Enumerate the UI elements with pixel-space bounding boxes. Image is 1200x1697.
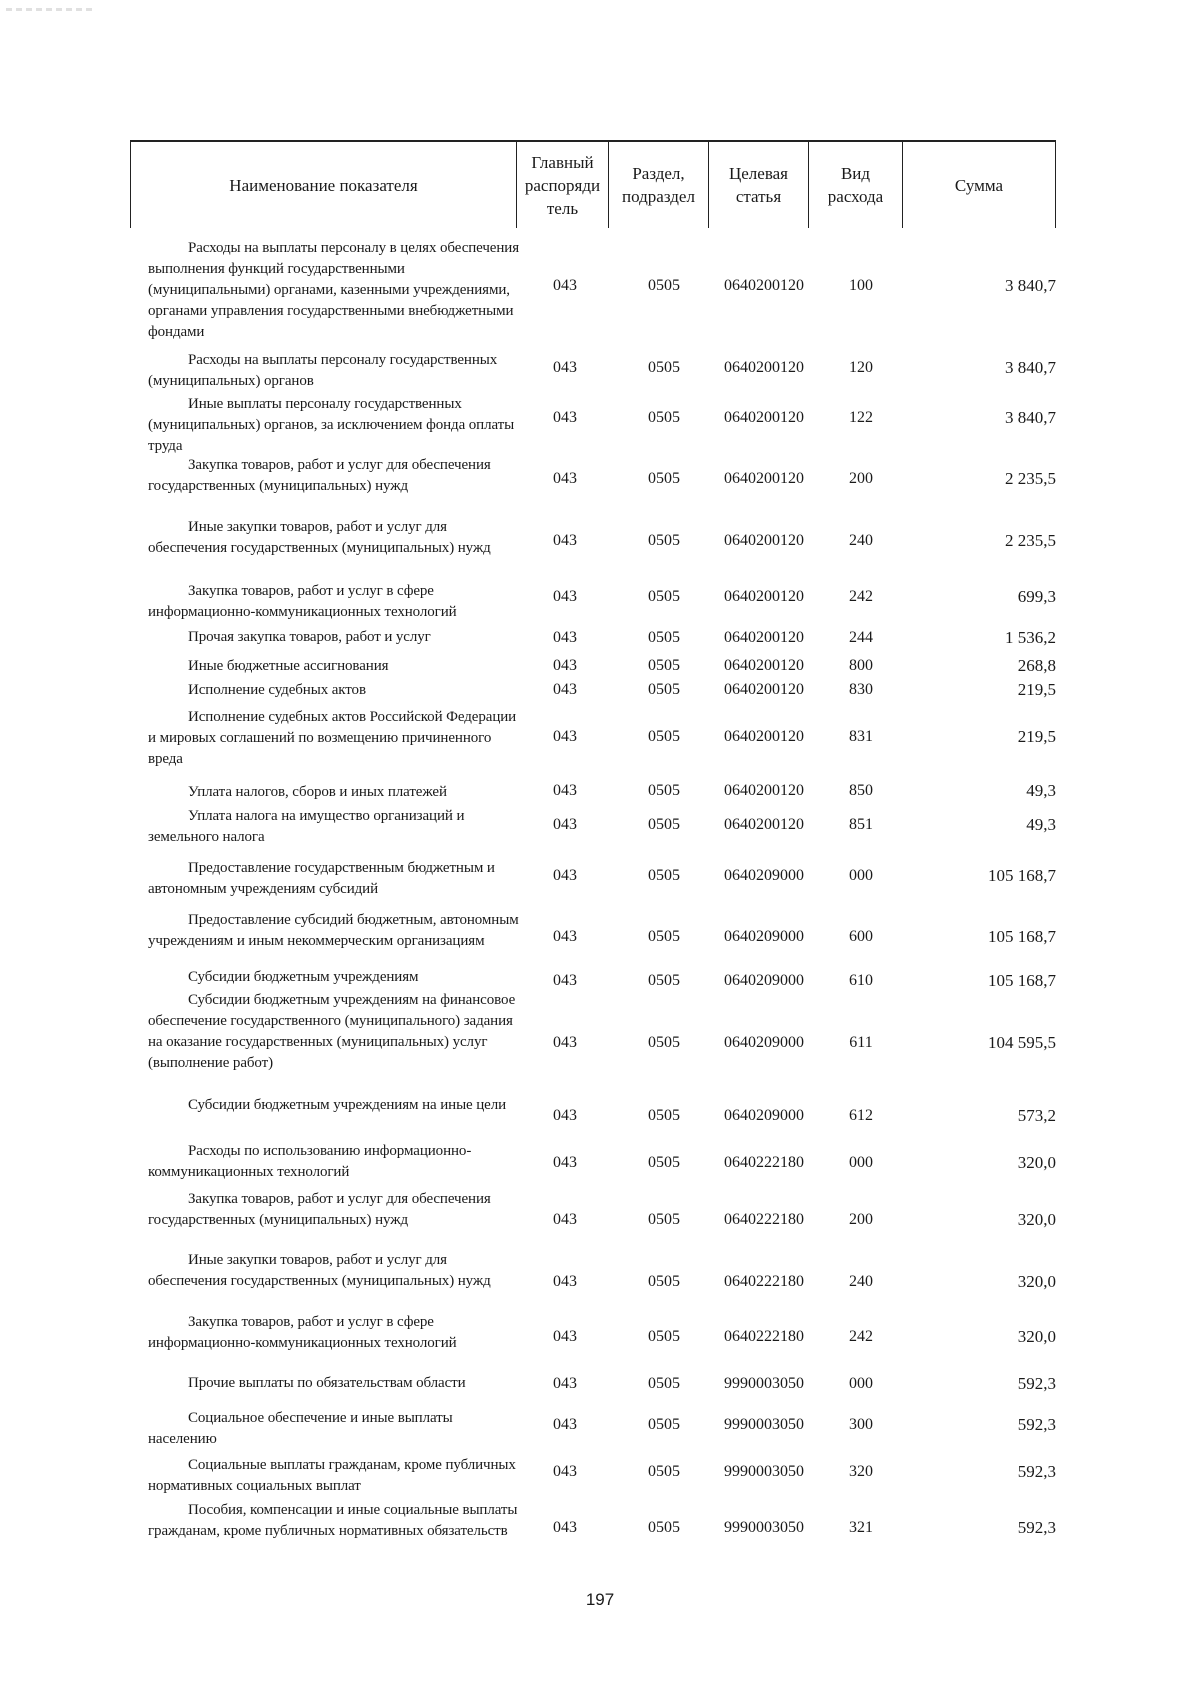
row-glav: 043 — [553, 657, 577, 674]
row-summa: 3 840,7 — [1005, 358, 1056, 377]
row-summa: 49,3 — [1026, 815, 1056, 834]
row-vid: 240 — [849, 1273, 873, 1290]
row-glav: 043 — [553, 629, 577, 646]
header-vid: Вид расхода — [808, 142, 902, 228]
row-razdel: 0505 — [648, 629, 680, 646]
row-celevaya: 0640200120 — [724, 409, 804, 426]
row-vid: 100 — [849, 277, 873, 294]
row-name: Прочие выплаты по обязательствам области — [188, 1375, 466, 1391]
row-vid: 851 — [849, 816, 873, 833]
row-name: Закупка товаров, работ и услуг для обеспечения государственных (муниципальных) нужд — [148, 1191, 491, 1228]
row-vid: 200 — [849, 470, 873, 487]
row-celevaya: 0640200120 — [724, 657, 804, 674]
row-razdel: 0505 — [648, 816, 680, 833]
row-vid: 320 — [849, 1463, 873, 1480]
row-vid: 830 — [849, 681, 873, 698]
row-celevaya: 0640209000 — [724, 972, 804, 989]
row-razdel: 0505 — [648, 681, 680, 698]
row-vid: 120 — [849, 359, 873, 376]
row-razdel: 0505 — [648, 470, 680, 487]
row-razdel: 0505 — [648, 1375, 680, 1392]
row-vid: 242 — [849, 1328, 873, 1345]
row-vid: 321 — [849, 1519, 873, 1536]
row-glav: 043 — [553, 1211, 577, 1228]
row-name: Расходы на выплаты персоналу государственных (муниципальных) органов — [148, 352, 498, 389]
row-name: Уплата налогов, сборов и иных платежей — [188, 784, 447, 800]
row-glav: 043 — [553, 1034, 577, 1051]
row-glav: 043 — [553, 1463, 577, 1480]
row-summa: 268,8 — [1017, 656, 1056, 675]
row-vid: 300 — [849, 1416, 873, 1433]
scan-artifact — [6, 8, 96, 11]
row-razdel: 0505 — [648, 1416, 680, 1433]
row-vid: 000 — [849, 1375, 873, 1392]
row-glav: 043 — [553, 409, 577, 426]
row-summa: 219,5 — [1017, 727, 1056, 746]
row-vid: 611 — [849, 1034, 873, 1051]
row-summa: 320,0 — [1017, 1272, 1056, 1291]
row-name: Закупка товаров, работ и услуг в сфере информационно-коммуникационных технологий — [148, 583, 457, 620]
row-glav: 043 — [553, 1416, 577, 1433]
row-glav: 043 — [553, 588, 577, 605]
row-razdel: 0505 — [648, 359, 680, 376]
row-razdel: 0505 — [648, 1273, 680, 1290]
row-name: Субсидии бюджетным учреждениям — [188, 969, 419, 985]
row-summa: 104 595,5 — [988, 1033, 1056, 1052]
row-glav: 043 — [553, 1519, 577, 1536]
row-name: Пособия, компенсации и иные социальные выплаты гражданам, кроме публичных нормативных обязательств — [148, 1502, 518, 1539]
row-summa: 320,0 — [1017, 1327, 1056, 1346]
header-celevaya: Целевая статья — [708, 142, 808, 228]
row-celevaya: 0640222180 — [724, 1328, 804, 1345]
row-summa: 3 840,7 — [1005, 408, 1056, 427]
row-celevaya: 0640200120 — [724, 782, 804, 799]
row-summa: 320,0 — [1017, 1153, 1056, 1172]
row-razdel: 0505 — [648, 928, 680, 945]
row-celevaya: 0640200120 — [724, 277, 804, 294]
row-celevaya: 0640222180 — [724, 1273, 804, 1290]
row-razdel: 0505 — [648, 1107, 680, 1124]
row-summa: 2 235,5 — [1005, 469, 1056, 488]
row-celevaya: 0640200120 — [724, 470, 804, 487]
row-celevaya: 9990003050 — [724, 1416, 804, 1433]
row-vid: 850 — [849, 782, 873, 799]
row-vid: 610 — [849, 972, 873, 989]
row-summa: 592,3 — [1017, 1374, 1056, 1393]
row-name: Иные бюджетные ассигнования — [188, 658, 389, 674]
row-name: Уплата налога на имущество организаций и земельного налога — [148, 808, 465, 845]
row-name: Иные выплаты персоналу государственных (муниципальных) органов, за исключением фонда оплаты труда — [148, 396, 515, 454]
row-summa: 3 840,7 — [1005, 276, 1056, 295]
page-number: 197 — [585, 1590, 615, 1609]
row-razdel: 0505 — [648, 1328, 680, 1345]
row-summa: 699,3 — [1017, 587, 1056, 606]
row-name: Предоставление государственным бюджетным и автономным учреждениям субсидий — [148, 860, 495, 897]
row-summa: 320,0 — [1017, 1210, 1056, 1229]
row-glav: 043 — [553, 1107, 577, 1124]
row-razdel: 0505 — [648, 1154, 680, 1171]
row-vid: 244 — [849, 629, 873, 646]
row-name: Субсидии бюджетным учреждениям на иные цели — [188, 1097, 507, 1113]
row-name: Социальные выплаты гражданам, кроме публичных нормативных социальных выплат — [148, 1457, 516, 1494]
row-celevaya: 0640200120 — [724, 816, 804, 833]
row-vid: 000 — [849, 867, 873, 884]
row-name: Закупка товаров, работ и услуг для обеспечения государственных (муниципальных) нужд — [148, 457, 491, 494]
row-summa: 2 235,5 — [1005, 531, 1056, 550]
row-celevaya: 0640209000 — [724, 867, 804, 884]
row-name: Социальное обеспечение и иные выплаты населению — [148, 1410, 453, 1447]
row-razdel: 0505 — [648, 1034, 680, 1051]
row-vid: 000 — [849, 1154, 873, 1171]
row-vid: 831 — [849, 728, 873, 745]
row-celevaya: 0640200120 — [724, 728, 804, 745]
row-celevaya: 0640222180 — [724, 1154, 804, 1171]
row-glav: 043 — [553, 681, 577, 698]
row-summa: 592,3 — [1017, 1518, 1056, 1537]
row-celevaya: 0640200120 — [724, 681, 804, 698]
row-glav: 043 — [553, 728, 577, 745]
row-glav: 043 — [553, 1375, 577, 1392]
row-name: Субсидии бюджетным учреждениям на финансовое обеспечение государственного (муниципального) задания на оказание государственных (муниципальных) услуг (выполнение работ) — [148, 992, 516, 1071]
row-summa: 49,3 — [1026, 781, 1056, 800]
row-glav: 043 — [553, 782, 577, 799]
row-name: Иные закупки товаров, работ и услуг для обеспечения государственных (муниципальных) нужд — [148, 519, 491, 556]
row-summa: 105 168,7 — [988, 866, 1056, 885]
row-vid: 600 — [849, 928, 873, 945]
row-vid: 122 — [849, 409, 873, 426]
row-name: Расходы на выплаты персоналу в целях обеспечения выполнения функций государственными (муниципальными) органами, казенными учреждениями, органами управления государственными внебюджетными фондами — [148, 240, 520, 340]
row-glav: 043 — [553, 1328, 577, 1345]
row-celevaya: 0640200120 — [724, 532, 804, 549]
row-vid: 242 — [849, 588, 873, 605]
row-celevaya: 0640209000 — [724, 1107, 804, 1124]
row-glav: 043 — [553, 972, 577, 989]
row-vid: 612 — [849, 1107, 873, 1124]
row-razdel: 0505 — [648, 1463, 680, 1480]
row-razdel: 0505 — [648, 409, 680, 426]
row-name: Закупка товаров, работ и услуг в сфере информационно-коммуникационных технологий — [148, 1314, 457, 1351]
row-name: Исполнение судебных актов Российской Федерации и мировых соглашений по возмещению причиненного вреда — [148, 709, 517, 767]
row-vid: 200 — [849, 1211, 873, 1228]
row-celevaya: 9990003050 — [724, 1519, 804, 1536]
row-glav: 043 — [553, 1154, 577, 1171]
row-glav: 043 — [553, 867, 577, 884]
table-header — [130, 140, 1056, 226]
row-glav: 043 — [553, 1273, 577, 1290]
row-celevaya: 9990003050 — [724, 1375, 804, 1392]
row-razdel: 0505 — [648, 657, 680, 674]
row-razdel: 0505 — [648, 867, 680, 884]
row-celevaya: 0640200120 — [724, 629, 804, 646]
row-razdel: 0505 — [648, 1519, 680, 1536]
row-name: Предоставление субсидий бюджетным, автономным учреждениям и иным некоммерческим организациям — [148, 912, 519, 949]
row-glav: 043 — [553, 470, 577, 487]
row-razdel: 0505 — [648, 277, 680, 294]
row-celevaya: 0640209000 — [724, 928, 804, 945]
row-summa: 1 536,2 — [1005, 628, 1056, 647]
row-glav: 043 — [553, 359, 577, 376]
row-name: Исполнение судебных актов — [188, 682, 366, 698]
row-glav: 043 — [553, 816, 577, 833]
row-summa: 105 168,7 — [988, 971, 1056, 990]
row-razdel: 0505 — [648, 532, 680, 549]
row-vid: 240 — [849, 532, 873, 549]
row-celevaya: 0640200120 — [724, 359, 804, 376]
row-summa: 219,5 — [1017, 680, 1056, 699]
row-celevaya: 0640200120 — [724, 588, 804, 605]
header-summa: Сумма — [902, 142, 1056, 228]
row-summa: 573,2 — [1017, 1106, 1056, 1125]
header-glav: Главный распоряди тель — [516, 142, 608, 228]
row-vid: 800 — [849, 657, 873, 674]
header-name: Наименование показателя — [130, 142, 516, 228]
row-name: Прочая закупка товаров, работ и услуг — [188, 629, 431, 645]
row-celevaya: 9990003050 — [724, 1463, 804, 1480]
row-glav: 043 — [553, 928, 577, 945]
row-razdel: 0505 — [648, 588, 680, 605]
row-razdel: 0505 — [648, 728, 680, 745]
row-razdel: 0505 — [648, 972, 680, 989]
header-razdel: Раздел, подраздел — [608, 142, 708, 228]
row-glav: 043 — [553, 277, 577, 294]
row-celevaya: 0640209000 — [724, 1034, 804, 1051]
row-razdel: 0505 — [648, 782, 680, 799]
row-name: Иные закупки товаров, работ и услуг для обеспечения государственных (муниципальных) нужд — [148, 1252, 491, 1289]
row-celevaya: 0640222180 — [724, 1211, 804, 1228]
row-summa: 105 168,7 — [988, 927, 1056, 946]
row-summa: 592,3 — [1017, 1415, 1056, 1434]
row-summa: 592,3 — [1017, 1462, 1056, 1481]
row-name: Расходы по использованию информационно-коммуникационных технологий — [148, 1143, 472, 1180]
row-razdel: 0505 — [648, 1211, 680, 1228]
row-glav: 043 — [553, 532, 577, 549]
